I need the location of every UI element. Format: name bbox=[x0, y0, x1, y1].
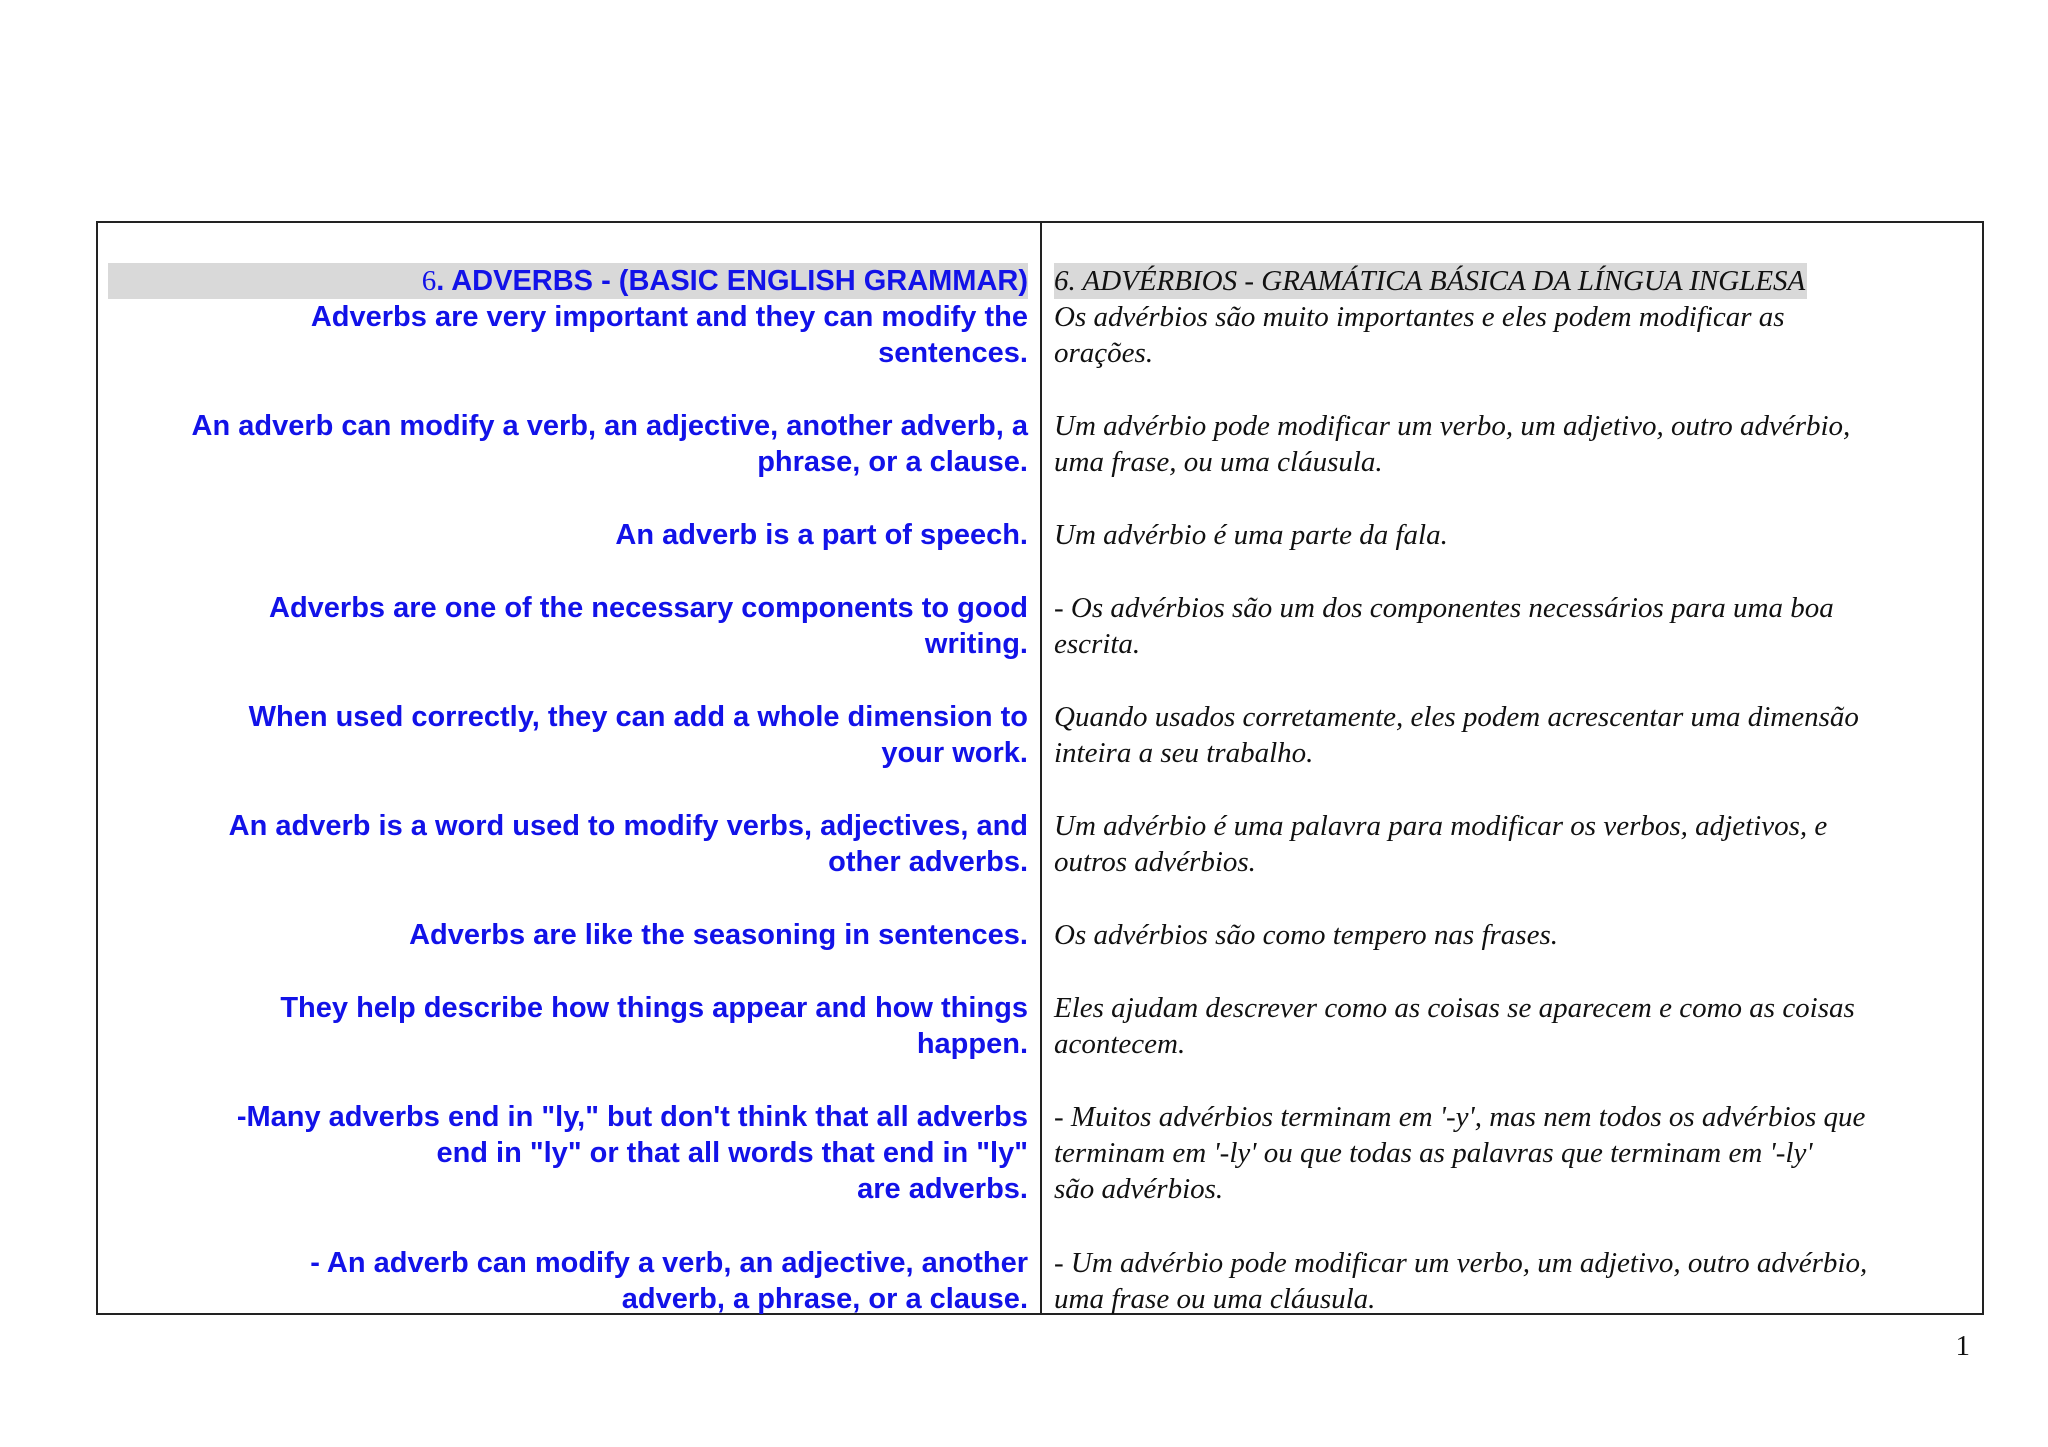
portuguese-row-8: Eles ajudam descrever como as coisas se aparecem e como as coisas acontecem. bbox=[1054, 992, 1855, 1060]
english-column bbox=[108, 223, 1028, 1313]
portuguese-row-4: - Os advérbios são um dos componentes necessários para uma boa escrita. bbox=[1054, 592, 1834, 660]
portuguese-row-7: Os advérbios são como tempero nas frases. bbox=[1054, 919, 1558, 951]
english-row-3: An adverb is a part of speech. bbox=[615, 519, 1028, 551]
english-row-5: When used correctly, they can add a whole dimension to your work. bbox=[248, 701, 1028, 769]
column-divider bbox=[1040, 223, 1042, 1313]
english-row-10: - An adverb can modify a verb, an adjective, another adverb, a phrase, or a clause. bbox=[310, 1247, 1028, 1315]
english-row-6: An adverb is a word used to modify verbs, adjectives, and other adverbs. bbox=[228, 810, 1028, 878]
portuguese-row-6: Um advérbio é uma palavra para modificar os verbos, adjetivos, e outros advérbios. bbox=[1054, 810, 1828, 878]
english-row-8: They help describe how things appear and how things happen. bbox=[280, 992, 1028, 1060]
portuguese-row-10: - Um advérbio pode modificar um verbo, um adjetivo, outro advérbio, uma frase ou uma cláusula. bbox=[1054, 1247, 1868, 1315]
title-number: 6 bbox=[421, 265, 437, 297]
english-row-2: An adverb can modify a verb, an adjective, another adverb, a phrase, or a clause. bbox=[191, 410, 1028, 478]
english-row-9: -Many adverbs end in "ly," but don't think that all adverbs end in "ly" or that all words that end in "ly" are adverbs. bbox=[236, 1101, 1028, 1205]
english-row-7: Adverbs are like the seasoning in sentences. bbox=[409, 919, 1028, 951]
portuguese-row-9: - Muitos advérbios terminam em '-y', mas nem todos os advérbios que terminam em '-ly' ou que todas as palavras que terminam em '-ly' são advérbios. bbox=[1054, 1101, 1866, 1205]
portuguese-title bbox=[1054, 227, 1974, 299]
portuguese-row-3: Um advérbio é uma parte da fala. bbox=[1054, 519, 1448, 551]
portuguese-row-5: Quando usados corretamente, eles podem acrescentar uma dimensão inteira a seu trabalho. bbox=[1054, 701, 1859, 769]
portuguese-row-1: Os advérbios são muito importantes e eles podem modificar as orações. bbox=[1054, 301, 1785, 369]
english-title-text: . ADVERBS - (BASIC ENGLISH GRAMMAR) bbox=[436, 265, 1028, 297]
portuguese-title-text: 6. ADVÉRBIOS - GRAMÁTICA BÁSICA DA LÍNGUA INGLESA bbox=[1054, 265, 1806, 297]
english-row-1: Adverbs are very important and they can modify the sentences. bbox=[310, 301, 1028, 369]
portuguese-column bbox=[1054, 223, 1974, 1313]
page-number: 1 bbox=[1955, 1330, 1970, 1362]
english-row-4: Adverbs are one of the necessary components to good writing. bbox=[269, 592, 1028, 660]
portuguese-row-2: Um advérbio pode modificar um verbo, um adjetivo, outro advérbio, uma frase, ou uma cláusula. bbox=[1054, 410, 1851, 478]
translation-table bbox=[96, 221, 1984, 1315]
